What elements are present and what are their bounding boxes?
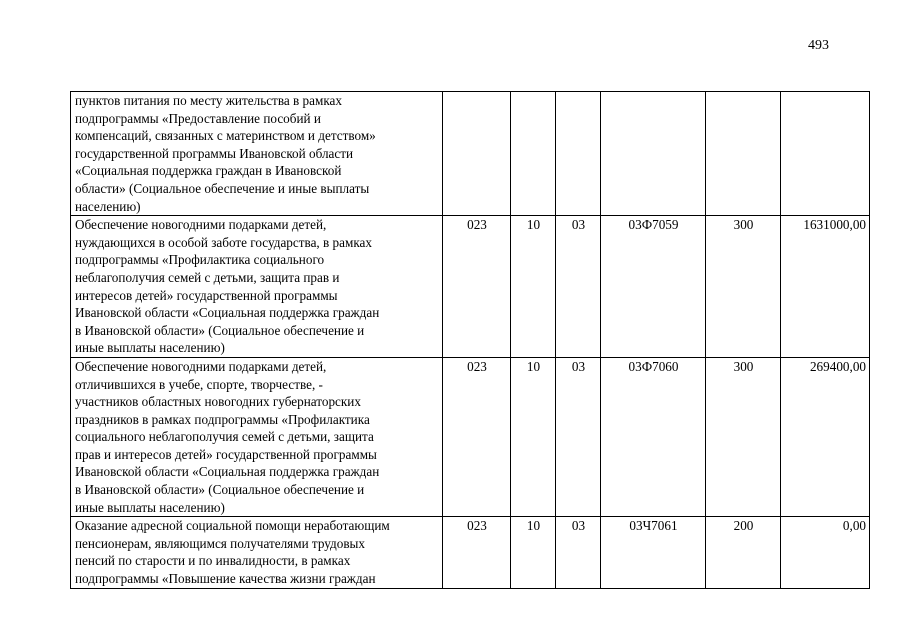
row-expense-type: 300 bbox=[706, 357, 781, 516]
row-expense-type: 200 bbox=[706, 517, 781, 588]
row-subsection-code bbox=[556, 92, 601, 216]
table-row bbox=[71, 216, 870, 358]
row-subsection-code: 03 bbox=[556, 517, 601, 588]
row-ved-code: 023 bbox=[443, 216, 511, 358]
row-amount bbox=[781, 92, 870, 216]
row-target-article: 03Ч7061 bbox=[601, 517, 706, 588]
row-ved-code: 023 bbox=[443, 517, 511, 588]
row-subsection-code: 03 bbox=[556, 357, 601, 516]
page-number: 493 bbox=[808, 38, 829, 53]
row-target-article: 03Ф7060 bbox=[601, 357, 706, 516]
table-row bbox=[71, 517, 870, 588]
row-description: Оказание адресной социальной помощи неработающим пенсионерам, являющимся получателями трудовых пенсий по старости и по инвалидности, в рамках подпрограммы «Повышение качества жизни граждан bbox=[71, 517, 443, 588]
row-amount: 269400,00 bbox=[781, 357, 870, 516]
row-section-code bbox=[511, 92, 556, 216]
row-section-code: 10 bbox=[511, 517, 556, 588]
budget-table bbox=[70, 91, 870, 589]
row-amount: 0,00 bbox=[781, 517, 870, 588]
row-target-article: 03Ф7059 bbox=[601, 216, 706, 358]
row-expense-type bbox=[706, 92, 781, 216]
row-section-code: 10 bbox=[511, 357, 556, 516]
row-ved-code: 023 bbox=[443, 357, 511, 516]
row-amount: 1631000,00 bbox=[781, 216, 870, 358]
row-target-article bbox=[601, 92, 706, 216]
row-description: Обеспечение новогодними подарками детей, нуждающихся в особой заботе государства, в рамках подпрограммы «Профилактика социального неблагополучия семей с детьми, защита прав и интересов детей» государственной программы Ивановской области «Социальная поддержка граждан в Ивановской области» (Социальное обеспечение и иные выплаты населению) bbox=[71, 216, 443, 358]
table-row bbox=[71, 92, 870, 216]
row-expense-type: 300 bbox=[706, 216, 781, 358]
row-subsection-code: 03 bbox=[556, 216, 601, 358]
row-description: Обеспечение новогодними подарками детей, отличившихся в учебе, спорте, творчестве, - участников областных новогодних губернаторских праздников в рамках подпрограммы «Профилактика социального неблагополучия семей с детьми, защита прав и интересов детей» государственной программы Ивановской области «Социальная поддержка граждан в Ивановской области» (Социальное обеспечение и иные выплаты населению) bbox=[71, 357, 443, 516]
row-section-code: 10 bbox=[511, 216, 556, 358]
table-row bbox=[71, 357, 870, 516]
row-description: пунктов питания по месту жительства в рамках подпрограммы «Предоставление пособий и компенсаций, связанных с материнством и детством» государственной программы Ивановской области «Социальная поддержка граждан в Ивановской области» (Социальное обеспечение и иные выплаты населению) bbox=[71, 92, 443, 216]
row-ved-code bbox=[443, 92, 511, 216]
